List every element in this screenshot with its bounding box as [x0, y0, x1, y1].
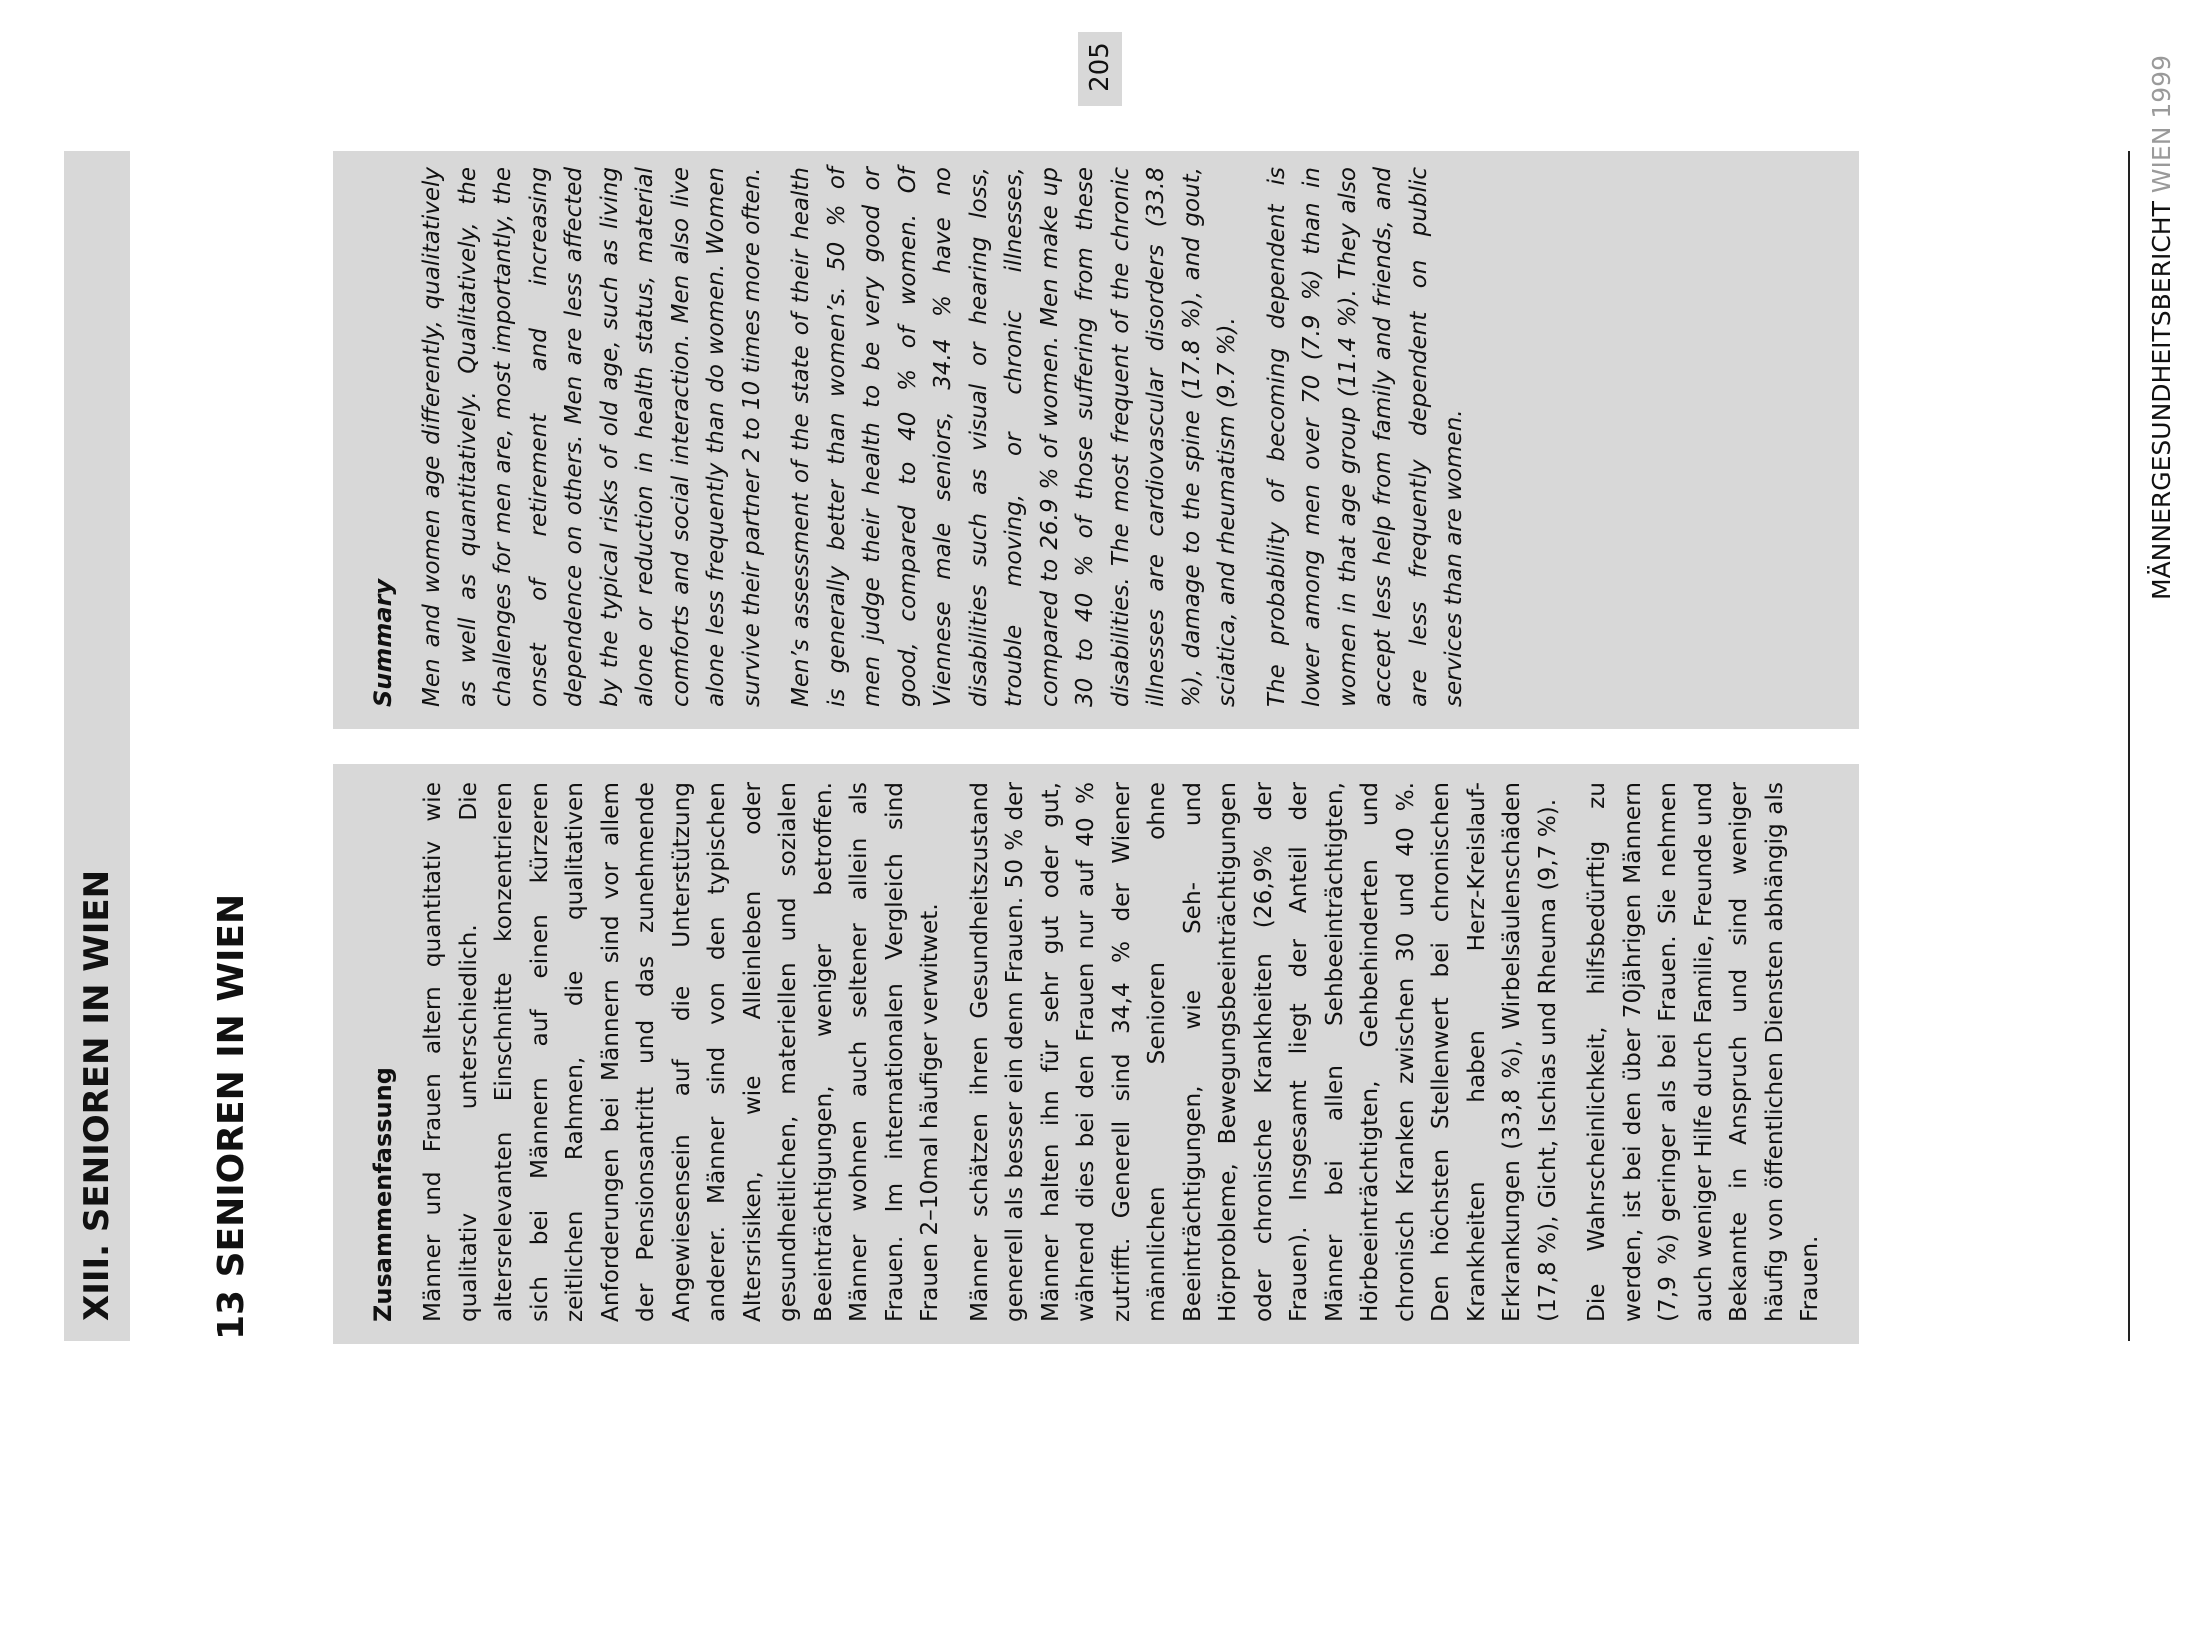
chapter-bar [64, 151, 130, 1341]
german-paragraph-3: Die Wahrscheinlichkeit, hilfsbedürftig zu werden, ist bei den über 70jährigen Männern (7,9 %) geringer als bei Frauen. Sie nehmen auch weniger Hilfe durch Familie, Freunde und Bekannte in Anspruch und sind weniger häufig von öffentlichen Diensten abhängig als Frauen. [1583, 782, 1823, 1322]
page-number: 205 [1085, 42, 1115, 92]
english-paragraph-1: Men and women age differently, qualitatively as well as quantitatively. Qualitatively, the challenges for men are, most importantly, the onset of retirement and increasing dependence on others. Men are less affected by the typical risks of old age, such as living alone or reduction in health status, material comforts and social interaction. Men also live alone less frequently than do women. Women survive their partner 2 to 10 times more often. [419, 167, 765, 707]
english-summary-heading: Summary [369, 578, 397, 707]
report-year: WIEN 1999 [2147, 55, 2176, 194]
german-summary-heading: Zusammenfassung [369, 1067, 397, 1322]
german-summary-content [365, 782, 1845, 1322]
german-paragraph-2: Männer schätzen ihren Gesundheitszustand generell als besser ein denn Frauen. 50 % der Männer halten ihn für sehr gut oder gut, während dies bei den Frauen nur auf 40 % zutrifft. Generell sind 34,4 % der Wiener männlichen Senioren ohne Beeinträchtigungen, wie Seh- und Hörprobleme, Bewegungsbeeinträchtigungen oder chronische Krankheiten (26,9% der Frauen). Insgesamt liegt der Anteil der Männer bei allen Sehbeeinträchtigten, Hörbeeinträchtigten, Gehbehinderten und chronisch Kranken zwischen 30 und 40 %. Den höchsten Stellenwert bei chronischen Krankheiten haben Herz-Kreislauf-Erkrankungen (33,8 %), Wirbelsäulenschäden (17,8 %), Gicht, Ischias und Rheuma (9,7 %). [965, 782, 1561, 1322]
german-summary-panel [333, 764, 1859, 1344]
report-header [2142, 55, 2182, 600]
page-number-box [1078, 32, 1122, 106]
header-rule [2128, 151, 2130, 1341]
german-paragraph-1: Männer und Frauen altern quantitativ wie qualitativ unterschiedlich. Die altersrelevanten Einschnitte konzentrieren sich bei Männern auf einen kürzeren zeitlichen Rahmen, die qualitativen Anforderungen bei Männern sind vor allem der Pensionsantritt und das zunehmende Angewiesensein auf die Unterstützung anderer. Männer sind von den typischen Altersrisiken, wie Alleinleben oder gesundheitlichen, materiellen und sozialen Beeinträchtigungen, weniger betroffen. Männer wohnen auch seltener allein als Frauen. Im internationalen Vergleich sind Frauen 2–10mal häufiger verwitwet. [419, 782, 943, 1322]
english-summary-panel [333, 151, 1859, 729]
english-paragraph-3: The probability of becoming dependent is lower among men over 70 (7.9 %) than in women in that age group (11.4 %). They also accept less help from family and friends, and are less frequently dependent on public services than are women. [1263, 167, 1467, 707]
section-title: 13 SENIOREN IN WIEN [211, 893, 252, 1340]
english-summary-content [365, 167, 1845, 707]
chapter-label: XIII. SENIOREN IN WIEN [77, 869, 117, 1321]
report-title: MÄNNERGESUNDHEITSBERICHT [2147, 201, 2176, 600]
english-paragraph-2: Men’s assessment of the state of their health is generally better than women’s. 50 % of men judge their health to be very good or good, compared to 40 % of women. Of Viennese male seniors, 34.4 % have no disabilities such as visual or hearing loss, trouble moving, or chronic illnesses, compared to 26.9 % of women. Men make up 30 to 40 % of those suffering from these disabilities. The most frequent of the chronic illnesses are cardiovascular disorders (33.8 %), damage to the spine (17.8 %), and gout, sciatica, and rheumatism (9.7 %). [788, 167, 1240, 707]
